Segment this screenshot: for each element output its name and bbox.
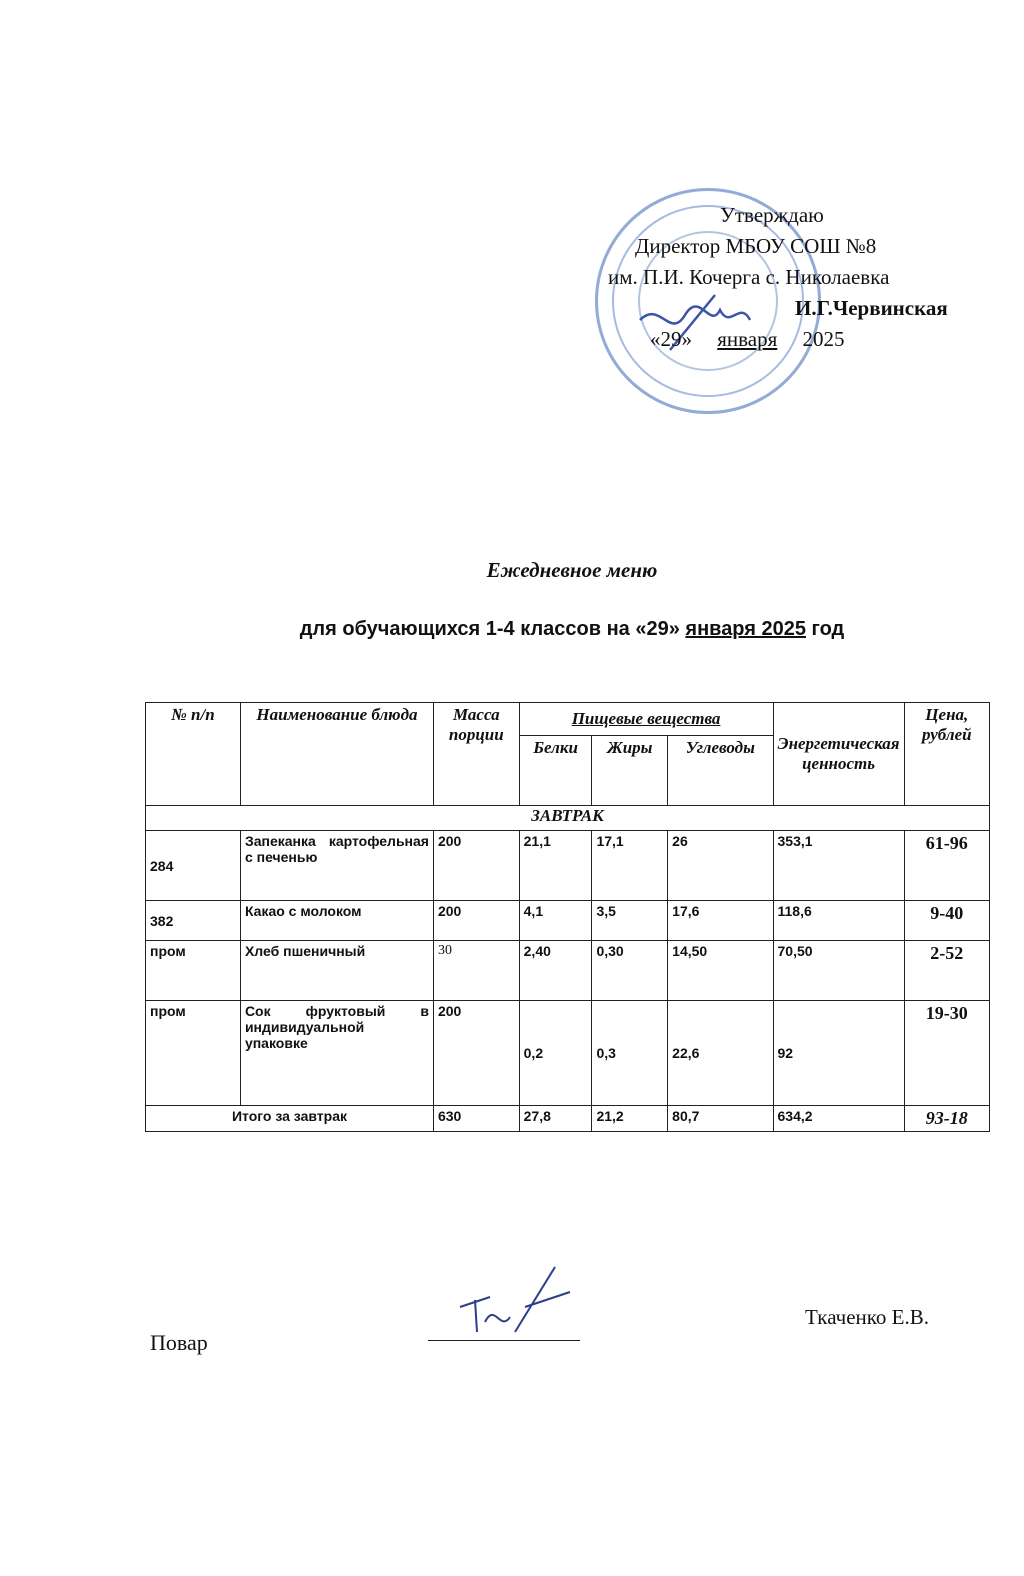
- header-nutrients: Пищевые вещества: [519, 703, 773, 736]
- row-carbs: 26: [668, 831, 773, 901]
- row-name: Хлеб пшеничный: [240, 941, 433, 1001]
- row-name: Сок фруктовый в индивидуальной упаковке: [240, 1001, 433, 1106]
- subtitle-date: января 2025: [685, 618, 806, 640]
- row-mass: 200: [433, 1001, 519, 1106]
- subtitle-prefix: для обучающихся 1-4 классов на «29»: [299, 618, 686, 640]
- approval-school: им. П.И. Кочерга с. Николаевка: [608, 265, 890, 289]
- total-carbs: 80,7: [668, 1106, 773, 1132]
- approval-position: Директор МБОУ СОШ №8: [635, 234, 877, 258]
- row-proteins: 4,1: [519, 901, 592, 941]
- row-carbs: 14,50: [668, 941, 773, 1001]
- page-title: Ежедневное меню: [486, 558, 658, 582]
- total-proteins: 27,8: [519, 1106, 592, 1132]
- row-num: пром: [146, 941, 241, 1001]
- header-energy: Энергетическая ценность: [773, 703, 904, 806]
- total-fats: 21,2: [592, 1106, 668, 1132]
- total-price: 93-18: [904, 1106, 989, 1132]
- row-num: пром: [146, 1001, 241, 1106]
- row-fats: 17,1: [592, 831, 668, 901]
- subtitle-suffix: год: [805, 618, 845, 640]
- approval-heading: Утверждаю: [720, 203, 824, 227]
- row-proteins: 2,40: [519, 941, 592, 1001]
- header-fats: Жиры: [592, 736, 668, 806]
- row-proteins: 0,2: [519, 1001, 592, 1106]
- header-carbs: Углеводы: [668, 736, 773, 806]
- row-fats: 3,5: [592, 901, 668, 941]
- row-num: 382: [146, 901, 241, 941]
- total-label: Итого за завтрак: [146, 1106, 434, 1132]
- row-price: 61-96: [904, 831, 989, 901]
- row-mass: 200: [433, 831, 519, 901]
- approval-month: января: [717, 327, 778, 351]
- row-num: 284: [146, 831, 241, 901]
- row-name: Запеканка картофельная с печенью: [240, 831, 433, 901]
- row-fats: 0,30: [592, 941, 668, 1001]
- row-mass: 30: [433, 941, 519, 1001]
- row-price: 9-40: [904, 901, 989, 941]
- approval-year: 2025: [802, 327, 845, 351]
- row-name: Какао с молоком: [240, 901, 433, 941]
- table-row: [146, 831, 990, 901]
- row-energy: 92: [773, 1001, 904, 1106]
- total-mass: 630: [433, 1106, 519, 1132]
- row-energy: 118,6: [773, 901, 904, 941]
- header-price: Цена, рублей: [904, 703, 989, 806]
- header-proteins: Белки: [519, 736, 592, 806]
- table-row: [146, 1001, 990, 1106]
- header-num: № п/п: [146, 703, 241, 806]
- cook-signature: [455, 1262, 575, 1342]
- row-energy: 70,50: [773, 941, 904, 1001]
- header-mass: Масса порции: [433, 703, 519, 806]
- row-proteins: 21,1: [519, 831, 592, 901]
- row-fats: 0,3: [592, 1001, 668, 1106]
- header-name: Наименование блюда: [240, 703, 433, 806]
- total-energy: 634,2: [773, 1106, 904, 1132]
- row-carbs: 17,6: [668, 901, 773, 941]
- menu-table: [145, 702, 990, 1132]
- page-subtitle: [0, 618, 1024, 641]
- total-row: [146, 1106, 990, 1132]
- table-row: [146, 901, 990, 941]
- row-mass: 200: [433, 901, 519, 941]
- row-carbs: 22,6: [668, 1001, 773, 1106]
- approval-signer: И.Г.Червинская: [795, 296, 948, 320]
- table-row: [146, 941, 990, 1001]
- row-price: 19-30: [904, 1001, 989, 1106]
- cook-name: Ткаченко Е.В.: [805, 1305, 930, 1329]
- approval-block: [600, 200, 980, 355]
- row-energy: 353,1: [773, 831, 904, 901]
- cook-label: Повар: [150, 1330, 208, 1355]
- section-breakfast: ЗАВТРАК: [146, 806, 990, 831]
- approval-day: «29»: [650, 327, 692, 351]
- row-price: 2-52: [904, 941, 989, 1001]
